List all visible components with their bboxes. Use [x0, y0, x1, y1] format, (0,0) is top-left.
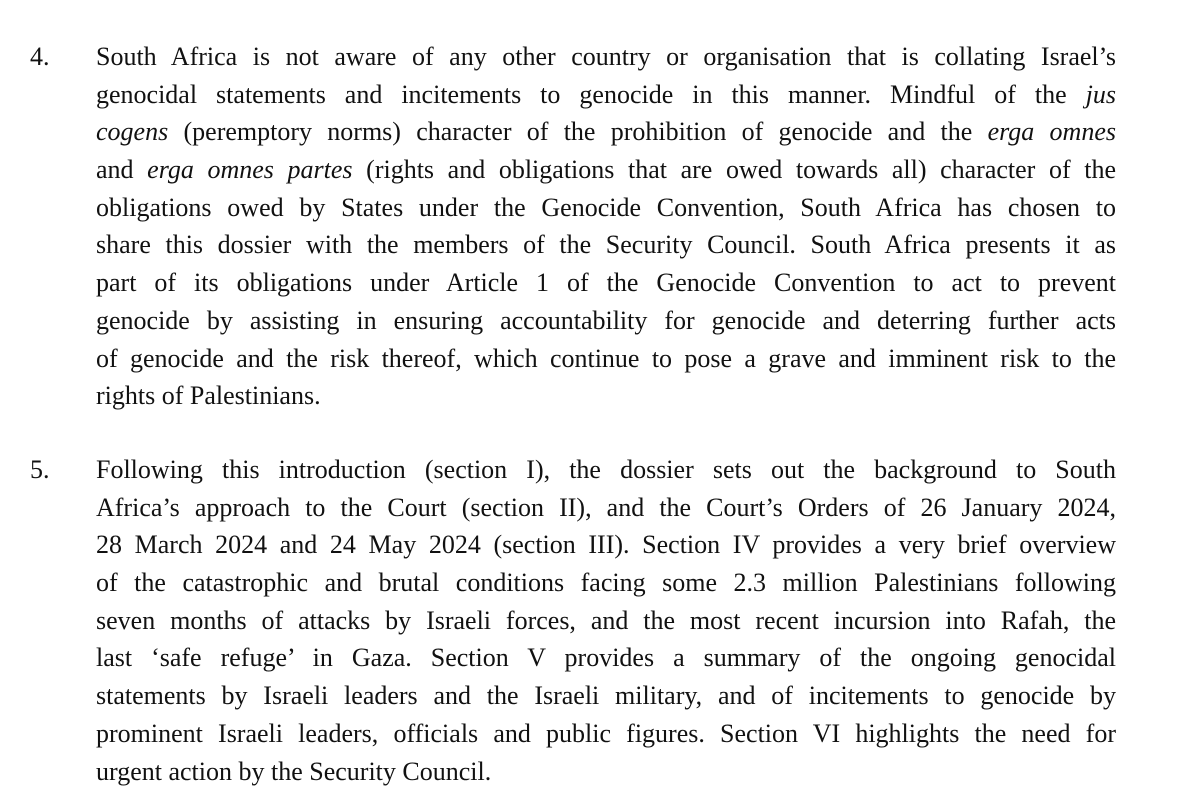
- text-line: genocidal statements and incitements to genocide in this manner. Mindful of the jus: [96, 76, 1116, 114]
- paragraph-number: 5.: [30, 451, 50, 489]
- text-line: and erga omnes partes (rights and obligations that are owed towards all) character of the: [96, 151, 1116, 189]
- text-line: of the catastrophic and brutal conditions facing some 2.3 million Palestinians following: [96, 564, 1116, 602]
- text-line: Following this introduction (section I), the dossier sets out the background to South: [96, 451, 1116, 489]
- text-line: rights of Palestinians.: [96, 377, 1116, 415]
- text-line: South Africa is not aware of any other country or organisation that is collating Israel’s: [96, 38, 1116, 76]
- text-line: genocide by assisting in ensuring accountability for genocide and deterring further acts: [96, 302, 1116, 340]
- paragraph-text: [96, 38, 1116, 415]
- text-line: Africa’s approach to the Court (section II), and the Court’s Orders of 26 January 2024,: [96, 489, 1116, 527]
- text-line: seven months of attacks by Israeli forces, and the most recent incursion into Rafah, the: [96, 602, 1116, 640]
- paragraph-text: [96, 451, 1116, 790]
- text-line: of genocide and the risk thereof, which continue to pose a grave and imminent risk to the: [96, 340, 1116, 378]
- text-line: 28 March 2024 and 24 May 2024 (section III). Section IV provides a very brief overview: [96, 526, 1116, 564]
- text-line: statements by Israeli leaders and the Israeli military, and of incitements to genocide by: [96, 677, 1116, 715]
- paragraph-number: 4.: [30, 38, 50, 76]
- italic-term: cogens: [96, 117, 168, 146]
- italic-term: jus: [1086, 80, 1116, 109]
- text-line: last ‘safe refuge’ in Gaza. Section V provides a summary of the ongoing genocidal: [96, 639, 1116, 677]
- text-line: urgent action by the Security Council.: [96, 753, 1116, 790]
- text-line: share this dossier with the members of the Security Council. South Africa presents it as: [96, 226, 1116, 264]
- text-line: part of its obligations under Article 1 of the Genocide Convention to act to prevent: [96, 264, 1116, 302]
- text-line: obligations owed by States under the Genocide Convention, South Africa has chosen to: [96, 189, 1116, 227]
- italic-term: erga omnes: [988, 117, 1116, 146]
- italic-term: erga omnes partes: [147, 155, 352, 184]
- text-line: prominent Israeli leaders, officials and public figures. Section VI highlights the need for: [96, 715, 1116, 753]
- text-line: cogens (peremptory norms) character of the prohibition of genocide and the erga omnes: [96, 113, 1116, 151]
